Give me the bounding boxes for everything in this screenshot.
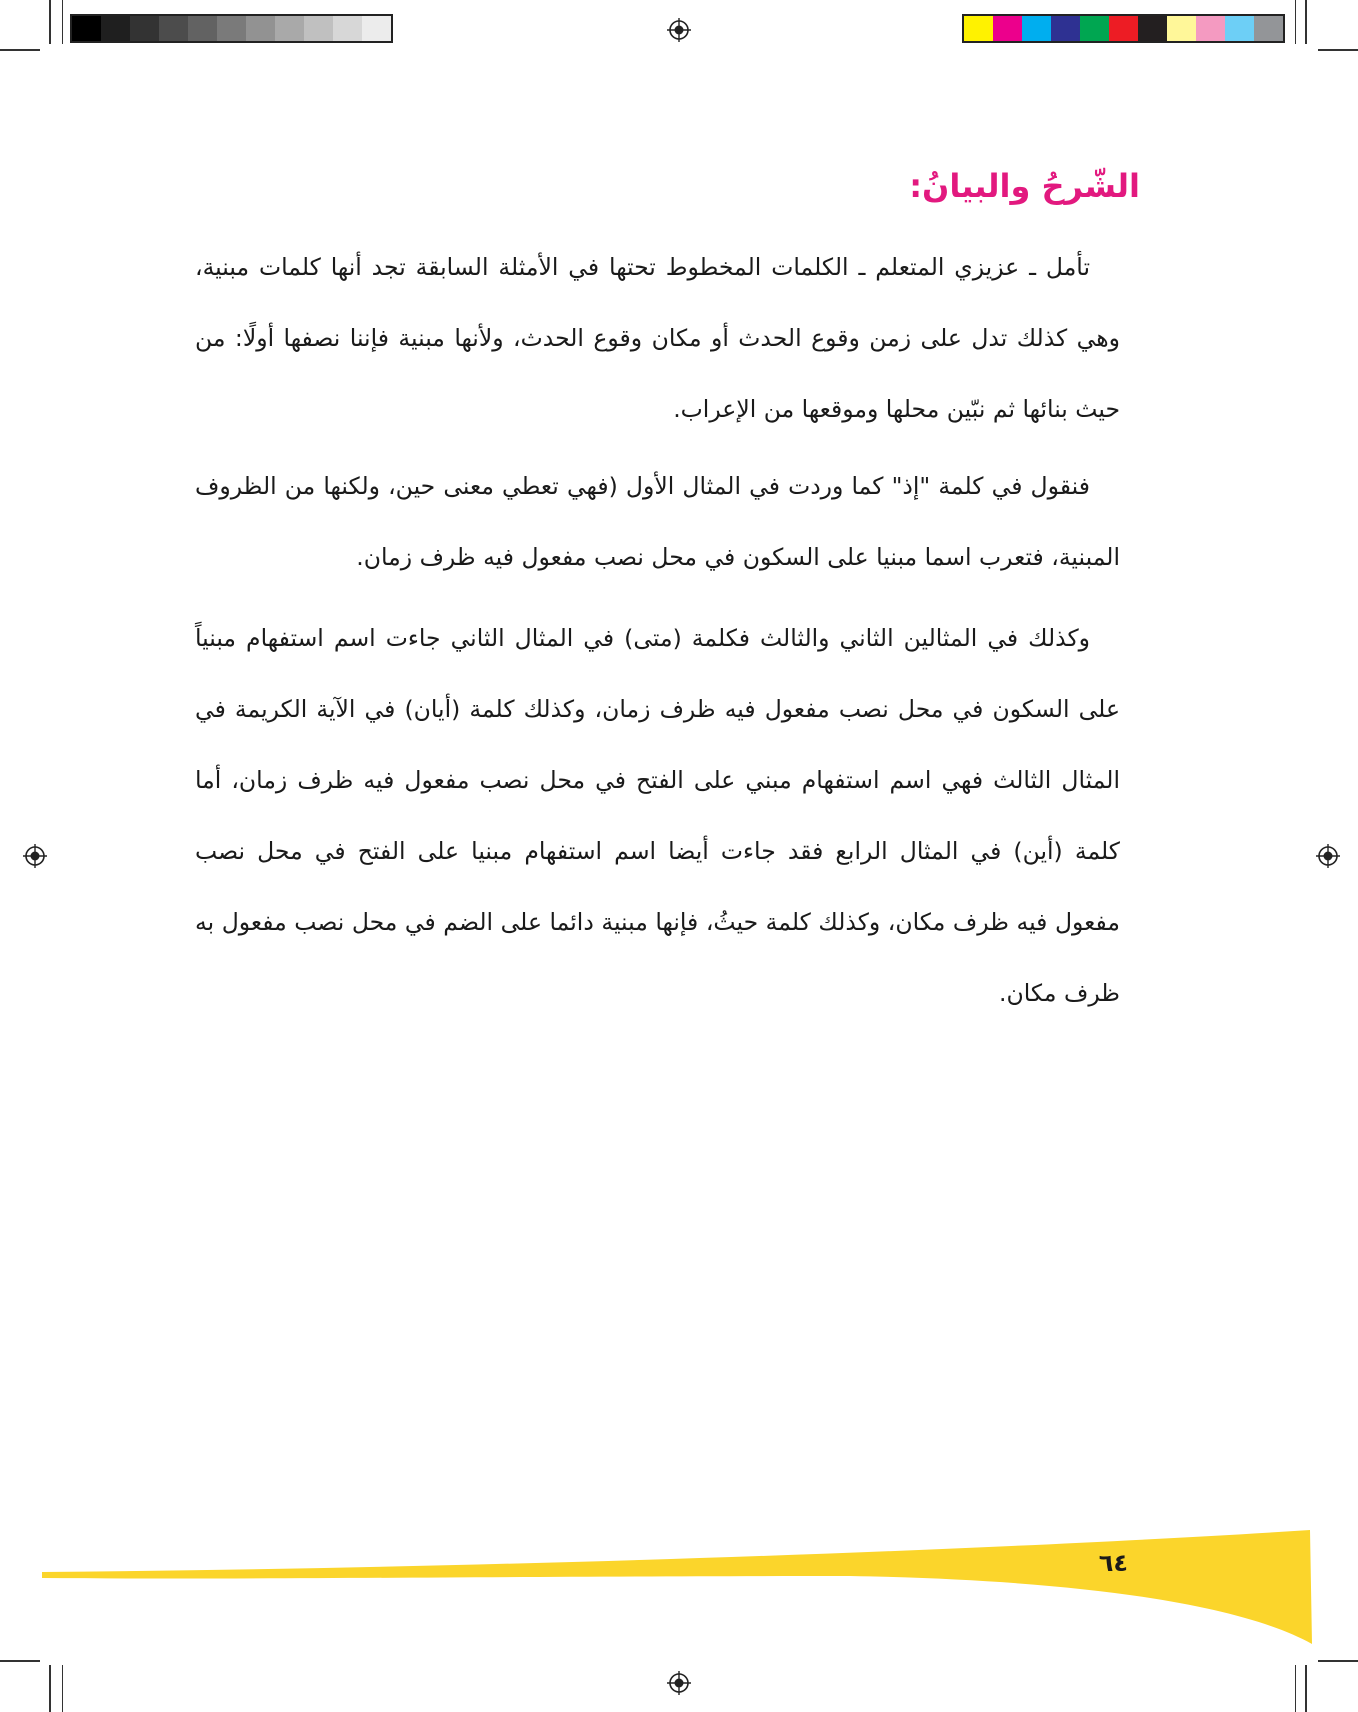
gray-swatch	[101, 16, 130, 41]
gray-swatch	[159, 16, 188, 41]
color-calibration-bar	[962, 14, 1285, 43]
gray-swatch	[275, 16, 304, 41]
grayscale-calibration-bar	[70, 14, 393, 43]
bleed-mark	[62, 1665, 63, 1712]
color-swatch	[1167, 16, 1196, 41]
crop-mark	[1305, 1665, 1307, 1712]
footer-band	[0, 1520, 1358, 1645]
gray-swatch	[217, 16, 246, 41]
gray-swatch	[362, 16, 391, 41]
color-swatch	[993, 16, 1022, 41]
color-swatch	[1196, 16, 1225, 41]
bleed-mark	[1295, 0, 1296, 44]
color-swatch	[1138, 16, 1167, 41]
bleed-mark	[1295, 1665, 1296, 1712]
bleed-mark	[62, 0, 63, 44]
color-swatch	[1051, 16, 1080, 41]
crop-mark	[1305, 0, 1307, 44]
gray-swatch	[246, 16, 275, 41]
color-swatch	[1225, 16, 1254, 41]
registration-mark-icon	[23, 844, 47, 868]
crop-mark	[49, 1665, 51, 1712]
registration-mark-icon	[667, 18, 691, 42]
color-swatch	[1109, 16, 1138, 41]
color-swatch	[1254, 16, 1283, 41]
registration-mark-icon	[667, 1671, 691, 1695]
gray-swatch	[130, 16, 159, 41]
crop-mark	[49, 0, 51, 44]
color-swatch	[964, 16, 993, 41]
paragraph: تأمل ـ عزيزي المتعلم ـ الكلمات المخطوط تحتها في الأمثلة السابقة تجد أنها كلمات مبنية، وهي كذلك تدل على زمن وقوع الحدث أو مكان وقوع الحدث، ولأنها مبنية فإننا نصفها أولًا: من حيث بنائها ثم نبّين محلها وموقعها من الإعراب.	[195, 253, 1120, 423]
crop-mark	[0, 49, 40, 51]
section-heading: الشّرحُ والبيانُ:	[909, 167, 1140, 205]
color-swatch	[1022, 16, 1051, 41]
paragraph: وكذلك في المثالين الثاني والثالث فكلمة (متى) في المثال الثاني جاءت اسم استفهام مبنياً على السكون في محل نصب مفعول فيه ظرف زمان، وكذلك كلمة (أيان) في الآية الكريمة في المثال الثالث فهي اسم استفهام مبني على الفتح في محل نصب مفعول فيه ظرف زمان، أما كلمة (أين) في المثال الرابع فقد جاءت أيضا اسم استفهام مبنيا على الفتح في محل نصب مفعول فيه ظرف مكان، وكذلك كلمة حيثُ، فإنها مبنية دائما على الضم في محل نصب مفعول به ظرف مكان.	[195, 624, 1120, 1007]
registration-mark-icon	[1316, 844, 1340, 868]
crop-mark	[0, 1660, 40, 1662]
page-number: ٦٤	[1098, 1549, 1128, 1577]
crop-mark	[1318, 1660, 1358, 1662]
gray-swatch	[188, 16, 217, 41]
gray-swatch	[333, 16, 362, 41]
gray-swatch	[72, 16, 101, 41]
gray-swatch	[304, 16, 333, 41]
crop-mark	[1318, 49, 1358, 51]
paragraph: فنقول في كلمة "إذ" كما وردت في المثال الأول (فهي تعطي معنى حين، ولكنها من الظروف المبنية، فتعرب اسما مبنيا على السكون في محل نصب مفعول فيه ظرف زمان.	[195, 472, 1120, 571]
color-swatch	[1080, 16, 1109, 41]
body-text	[195, 232, 1120, 1035]
